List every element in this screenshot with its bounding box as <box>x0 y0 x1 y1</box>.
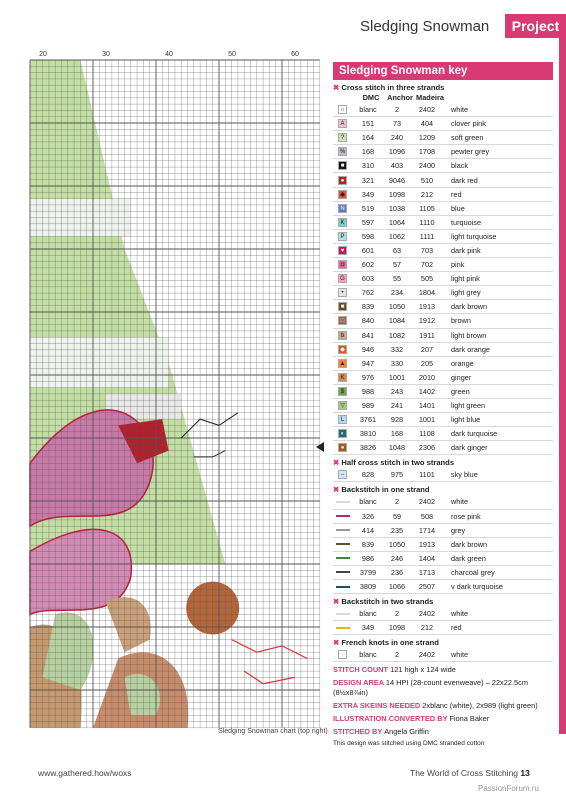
thread-colour-name: soft green <box>451 133 484 143</box>
anchor-code: 9046 <box>388 175 406 185</box>
anchor-code: 975 <box>390 470 404 480</box>
dmc-code: 321 <box>361 175 375 185</box>
key-section-title: ✖ French knots in one strand <box>333 638 439 648</box>
madeira-code: 1804 <box>418 288 436 298</box>
key-row <box>333 202 553 216</box>
madeira-code: 212 <box>420 623 434 633</box>
thread-colour-name: dark red <box>451 175 478 185</box>
stitch-symbol-icon: K <box>338 373 347 382</box>
stitch-symbol-icon: • <box>338 288 347 297</box>
stitch-symbol-icon: K <box>338 218 347 227</box>
anchor-code: 330 <box>390 358 404 368</box>
info-value: 2xblanc (white), 2x989 (light green) <box>422 701 538 711</box>
key-row <box>333 103 553 117</box>
key-row <box>333 286 553 300</box>
key-row <box>333 188 553 202</box>
stitch-symbol-icon: ◘ <box>338 260 347 269</box>
anchor-code: 243 <box>390 386 404 396</box>
dmc-code: 326 <box>361 511 375 521</box>
anchor-code: 57 <box>392 260 402 270</box>
dmc-code: 828 <box>361 470 375 480</box>
madeira-code: 207 <box>420 344 434 354</box>
anchor-code: 63 <box>392 245 402 255</box>
key-line-row <box>333 524 553 538</box>
thread-colour-name: green <box>451 386 470 396</box>
anchor-code: 168 <box>390 429 404 439</box>
backstitch-line-icon <box>336 613 350 615</box>
dmc-code: 519 <box>361 203 375 213</box>
thread-colour-name: sky blue <box>451 470 478 480</box>
anchor-code: 2 <box>394 105 400 115</box>
info-value: 14 HPI (28-count evenweave) – 22x22.5cm (8½x8⅞in) <box>333 678 528 698</box>
anchor-code: 403 <box>390 161 404 171</box>
madeira-code: 1913 <box>418 302 436 312</box>
madeira-code: 1108 <box>419 429 435 439</box>
anchor-code: 1048 <box>388 443 406 453</box>
section-marker-icon: ✖ <box>333 83 340 92</box>
backstitch-line-icon <box>336 515 350 517</box>
stitch-symbol-icon: b <box>338 331 347 340</box>
stitch-symbol-icon: ● <box>338 176 347 185</box>
dmc-code: blanc <box>359 105 377 115</box>
madeira-code: 1912 <box>418 316 436 326</box>
anchor-code: 1066 <box>388 582 406 592</box>
key-info-line <box>333 727 553 737</box>
madeira-code: 1913 <box>418 539 436 549</box>
anchor-code: 2 <box>394 497 400 507</box>
thread-colour-name: red <box>451 189 462 199</box>
key-row <box>333 216 553 230</box>
backstitch-line-icon <box>336 571 350 573</box>
anchor-code: 1050 <box>388 302 406 312</box>
key-row <box>333 300 553 314</box>
madeira-code: 2507 <box>418 582 436 592</box>
section-tab-project: Project <box>505 14 566 38</box>
key-row <box>333 468 553 482</box>
dmc-code: 841 <box>361 330 375 340</box>
anchor-code: 246 <box>390 553 404 563</box>
madeira-code: 2402 <box>418 650 436 660</box>
stitch-symbol-icon: % <box>339 149 346 156</box>
thread-colour-name: ginger <box>451 372 472 382</box>
madeira-code: 505 <box>420 274 434 284</box>
madeira-code: 1101 <box>419 470 435 480</box>
key-section-title: ✖ Backstitch in one strand <box>333 485 430 495</box>
backstitch-line-icon <box>336 586 350 588</box>
thread-colour-name: dark brown <box>451 302 488 312</box>
key-row <box>333 357 553 371</box>
thread-colour-name: white <box>451 105 469 115</box>
stitch-symbol-icon: ◆ <box>338 190 347 199</box>
key-row <box>333 329 553 343</box>
anchor-code: 2 <box>394 650 400 660</box>
stitch-symbol-icon: $ <box>338 387 347 396</box>
dmc-code: 946 <box>361 344 375 354</box>
stitch-symbol-icon: ● <box>338 443 347 452</box>
key-info-line <box>333 701 553 711</box>
thread-colour-name: black <box>451 161 469 171</box>
section-marker-icon: ✖ <box>333 485 340 495</box>
thread-colour-name: dark green <box>451 553 486 563</box>
anchor-code: 1082 <box>388 330 406 340</box>
key-title: Sledging Snowman key <box>333 62 553 80</box>
thread-colour-name: pewter grey <box>451 147 490 157</box>
dmc-code: 947 <box>361 358 375 368</box>
thread-colour-name: light brown <box>451 330 487 340</box>
stitch-symbol-icon: ■ <box>338 302 347 311</box>
stitch-symbol-icon: L <box>338 415 347 424</box>
thread-colour-name: light pink <box>451 274 480 284</box>
dmc-code: 3826 <box>359 443 377 453</box>
stitch-symbol-icon: A <box>338 119 347 128</box>
anchor-code: 2 <box>394 609 400 619</box>
key-panel <box>333 62 553 747</box>
stitch-symbol-icon: · <box>338 650 347 659</box>
info-value: Angela Griffin <box>384 727 429 737</box>
thread-colour-name: grey <box>451 525 466 535</box>
madeira-code: 212 <box>420 189 434 199</box>
dmc-code: 598 <box>361 231 375 241</box>
dmc-code: 989 <box>361 401 375 411</box>
axis-tick-label: 50 <box>228 51 236 58</box>
thread-colour-name: blue <box>451 203 465 213</box>
dmc-code: 762 <box>361 288 375 298</box>
backstitch-line-icon <box>336 529 350 531</box>
key-row <box>333 117 553 131</box>
anchor-code: 59 <box>392 511 402 521</box>
key-line-row <box>333 580 553 594</box>
key-row <box>333 230 553 244</box>
key-column-headers <box>356 93 553 103</box>
dmc-code: 3809 <box>359 582 377 592</box>
madeira-code: 1714 <box>418 525 436 535</box>
page-edge-band <box>559 14 566 734</box>
key-section-title: ✖ Cross stitch in three strands <box>333 83 445 92</box>
key-row <box>333 427 553 441</box>
thread-colour-name: light grey <box>451 288 481 298</box>
key-line-row <box>333 607 553 621</box>
axis-tick-label: 40 <box>165 51 173 58</box>
key-info <box>333 665 553 737</box>
page-number: 13 <box>520 768 530 778</box>
thread-colour-name: orange <box>451 358 474 368</box>
anchor-code: 1096 <box>388 147 406 157</box>
dmc-code: 602 <box>361 260 375 270</box>
anchor-code: 1050 <box>388 539 406 549</box>
anchor-code: 1098 <box>388 623 406 633</box>
dmc-code: 988 <box>361 386 375 396</box>
anchor-code: 236 <box>390 567 404 577</box>
anchor-code: 1062 <box>388 231 406 241</box>
dmc-code: blanc <box>359 497 377 507</box>
dmc-code: 986 <box>361 553 375 563</box>
stitch-symbol-icon: P <box>338 232 347 241</box>
section-marker-icon: ✖ <box>333 458 340 468</box>
center-arrow-icon <box>316 442 324 452</box>
gingerbread-shape <box>106 597 151 652</box>
dmc-code: blanc <box>359 650 377 660</box>
madeira-code: 510 <box>420 175 434 185</box>
thread-colour-name: white <box>451 609 469 619</box>
madeira-code: 1110 <box>419 217 435 227</box>
dmc-code: 3810 <box>359 429 377 439</box>
key-row <box>333 173 553 187</box>
thread-colour-name: clover pink <box>451 119 486 129</box>
info-label: STITCH COUNT <box>333 665 391 675</box>
stitch-symbol-icon: ? <box>338 133 347 142</box>
thread-colour-name: white <box>451 650 469 660</box>
key-row <box>333 244 553 258</box>
anchor-code: 241 <box>390 401 404 411</box>
watermark: PassionForum.ru <box>478 784 539 793</box>
dmc-code: 839 <box>361 539 375 549</box>
dmc-code: 414 <box>361 525 375 535</box>
key-line-row <box>333 538 553 552</box>
axis-tick-label: 60 <box>291 51 299 58</box>
dmc-code: 839 <box>361 302 375 312</box>
anchor-code: 73 <box>392 119 402 129</box>
madeira-code: 2402 <box>418 609 436 619</box>
info-value: 121 high x 124 wide <box>390 665 456 675</box>
axis-tick-label: 20 <box>39 51 47 58</box>
info-label: ILLUSTRATION CONVERTED BY <box>333 714 450 724</box>
key-row <box>333 648 553 662</box>
cross-stitch-chart <box>0 40 330 730</box>
key-row <box>333 131 553 145</box>
stitch-symbol-icon: ♥ <box>338 246 347 255</box>
key-row <box>333 272 553 286</box>
stitch-symbol-icon: ▽ <box>338 401 347 410</box>
stitch-symbol-icon: ◆ <box>338 345 347 354</box>
thread-colour-name: dark brown <box>451 539 488 549</box>
backstitch-line-icon <box>336 501 350 503</box>
key-section-title: ✖ Backstitch in two strands <box>333 597 434 607</box>
thread-colour-name: light blue <box>451 415 481 425</box>
madeira-code: 2402 <box>418 497 436 507</box>
madeira-code: 508 <box>420 511 434 521</box>
anchor-code: 55 <box>392 274 402 284</box>
madeira-code: 702 <box>420 260 434 270</box>
dmc-code: 597 <box>361 217 375 227</box>
stitch-symbol-icon: ▲ <box>339 360 346 367</box>
key-section-title: ✖ Half cross stitch in two strands <box>333 458 455 468</box>
madeira-code: 205 <box>420 358 434 368</box>
thread-colour-name: v dark turquoise <box>451 582 503 592</box>
madeira-code: 703 <box>420 245 434 255</box>
key-row <box>333 314 553 328</box>
thread-colour-name: dark pink <box>451 245 481 255</box>
key-info-line <box>333 665 553 675</box>
anchor-code: 1064 <box>388 217 406 227</box>
stitch-symbol-icon: – <box>338 470 347 479</box>
anchor-code: 1038 <box>388 203 406 213</box>
key-row <box>333 385 553 399</box>
dmc-code: 349 <box>361 623 375 633</box>
key-line-row <box>333 552 553 566</box>
madeira-code: 2400 <box>418 161 436 171</box>
thread-colour-name: red <box>451 623 462 633</box>
column-header: Anchor <box>387 93 413 102</box>
axis-tick-label: 30 <box>102 51 110 58</box>
anchor-code: 235 <box>390 525 404 535</box>
key-line-row <box>333 566 553 580</box>
backstitch-line-icon <box>336 557 350 559</box>
madeira-code: 1708 <box>418 147 436 157</box>
key-body <box>333 82 553 662</box>
info-label: EXTRA SKEINS NEEDED <box>333 701 423 711</box>
madeira-code: 1713 <box>418 567 436 577</box>
madeira-code: 1404 <box>418 553 436 563</box>
key-line-row <box>333 495 553 509</box>
madeira-code: 1105 <box>419 203 435 213</box>
page-section-title: Sledging Snowman <box>360 18 490 35</box>
stitch-symbol-icon: □ <box>338 316 347 325</box>
dmc-code: blanc <box>359 609 377 619</box>
key-row <box>333 343 553 357</box>
thread-colour-name: white <box>451 497 469 507</box>
thread-colour-name: turquoise <box>451 217 482 227</box>
thread-colour-name: pink <box>451 260 465 270</box>
anchor-code: 928 <box>390 415 404 425</box>
dmc-code: 168 <box>361 147 375 157</box>
key-info-line <box>333 714 553 724</box>
chart-caption: Sledging Snowman chart (top right) <box>218 728 328 735</box>
key-line-row <box>333 510 553 524</box>
column-header: Madeira <box>416 93 444 102</box>
stitch-symbol-icon: N <box>338 204 347 213</box>
backstitch-line-icon <box>336 627 350 629</box>
anchor-code: 1084 <box>388 316 406 326</box>
key-row <box>333 258 553 272</box>
anchor-code: 1001 <box>388 372 406 382</box>
dmc-code: 3799 <box>359 567 377 577</box>
anchor-code: 234 <box>390 288 404 298</box>
thread-colour-name: charcoal grey <box>451 567 495 577</box>
thread-colour-name: dark orange <box>451 344 490 354</box>
madeira-code: 2010 <box>418 372 436 382</box>
key-row <box>333 441 553 455</box>
dmc-code: 310 <box>361 161 375 171</box>
dmc-code: 164 <box>361 133 375 143</box>
dmc-code: 349 <box>361 189 375 199</box>
dmc-code: 840 <box>361 316 375 326</box>
branch-line <box>194 451 226 457</box>
thread-colour-name: light green <box>451 401 486 411</box>
magazine-name: The World of Cross Stitching <box>410 768 519 778</box>
key-row <box>333 371 553 385</box>
stitch-symbol-icon: ∩ <box>338 105 347 114</box>
anchor-code: 332 <box>390 344 404 354</box>
key-line-row <box>333 621 553 635</box>
madeira-code: 1402 <box>418 386 436 396</box>
dmc-code: 603 <box>361 274 375 284</box>
dmc-code: 601 <box>361 245 375 255</box>
key-row <box>333 159 553 173</box>
key-row <box>333 413 553 427</box>
info-label: DESIGN AREA <box>333 678 386 688</box>
dmc-code: 151 <box>361 119 375 129</box>
dmc-code: 976 <box>361 372 375 382</box>
thread-colour-name: dark ginger <box>451 443 488 453</box>
column-header: DMC <box>362 93 380 102</box>
backstitch-line-icon <box>336 543 350 545</box>
anchor-code: 240 <box>390 133 404 143</box>
key-info-line <box>333 678 553 698</box>
section-marker-icon: ✖ <box>333 638 340 648</box>
stitch-symbol-icon: ■ <box>338 161 347 170</box>
info-label: STITCHED BY <box>333 727 385 737</box>
section-marker-icon: ✖ <box>333 597 340 607</box>
madeira-code: 1209 <box>418 133 436 143</box>
madeira-code: 1401 <box>418 401 436 411</box>
info-value: Fiona Baker <box>449 714 490 724</box>
mitten-shape <box>43 612 94 690</box>
madeira-code: 2402 <box>418 105 436 115</box>
anchor-code: 1098 <box>388 189 406 199</box>
madeira-code: 404 <box>420 119 434 129</box>
madeira-code: 2306 <box>418 443 436 453</box>
key-note: This design was stitched using DMC stranded cotton <box>333 740 485 748</box>
footer-url[interactable]: www.gathered.how/woxs <box>38 768 132 778</box>
madeira-code: 1001 <box>418 415 436 425</box>
thread-colour-name: light turquoise <box>451 231 497 241</box>
stitch-symbol-icon: ◐ <box>338 429 347 438</box>
stitch-symbol-icon: G <box>338 274 347 283</box>
madeira-code: 1911 <box>419 330 435 340</box>
thread-colour-name: brown <box>451 316 471 326</box>
key-row <box>333 145 553 159</box>
thread-colour-name: dark turquoise <box>451 429 498 439</box>
key-row <box>333 399 553 413</box>
thread-colour-name: rose pink <box>451 511 481 521</box>
madeira-code: 1111 <box>419 231 435 241</box>
footer-magazine <box>410 768 530 778</box>
dmc-code: 3761 <box>359 415 377 425</box>
